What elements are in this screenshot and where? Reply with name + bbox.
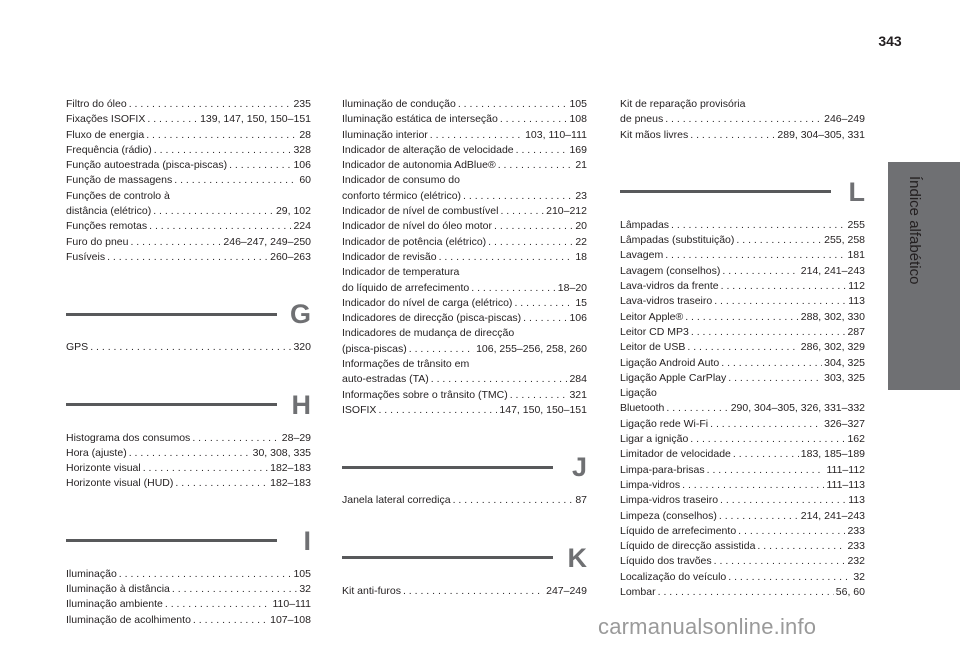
dot-leader — [728, 371, 822, 386]
page-refs: 147, 150, 150–151 — [499, 403, 587, 416]
dot-leader — [146, 128, 297, 143]
page-refs: 28 — [299, 128, 311, 141]
index-term: Indicador de revisão — [342, 250, 437, 263]
index-entry — [620, 218, 865, 233]
section-letter: G — [289, 299, 311, 330]
dot-leader — [671, 218, 845, 233]
dot-leader — [720, 493, 846, 508]
dot-leader — [174, 173, 297, 188]
dot-leader — [378, 403, 497, 418]
dot-leader — [665, 112, 822, 127]
section-side-label: Índice alfabético — [906, 176, 923, 285]
index-term: Iluminação à distância — [66, 583, 170, 596]
watermark: carmanualsonline.info — [598, 614, 817, 639]
page-refs: 288, 302, 330 — [800, 310, 865, 323]
dot-leader — [500, 112, 568, 127]
index-term: Lâmpadas (substituição) — [620, 234, 735, 247]
index-term-line: Indicador de consumo do — [342, 174, 460, 187]
index-entry — [620, 233, 865, 248]
dot-leader — [471, 281, 556, 296]
index-entry — [342, 189, 587, 204]
dot-leader — [154, 143, 292, 158]
page-refs: 169 — [569, 143, 587, 156]
page-refs: 23 — [575, 189, 587, 202]
index-term-line: Kit de reparação provisória — [620, 98, 746, 110]
index-entry — [620, 432, 865, 447]
dot-leader — [149, 219, 291, 234]
index-term-line: Ligação — [620, 387, 657, 400]
index-entry — [66, 112, 311, 127]
dot-leader — [153, 204, 274, 219]
page-refs: 56, 60 — [835, 586, 865, 599]
index-entry — [342, 128, 587, 143]
section-letter: J — [571, 452, 587, 483]
index-term: Limpeza (conselhos) — [620, 509, 717, 522]
dot-leader — [685, 310, 799, 325]
page-refs: 32 — [299, 583, 311, 596]
dot-leader — [687, 340, 798, 355]
dot-leader — [488, 235, 573, 250]
dot-leader — [722, 264, 798, 279]
page-refs: 22 — [575, 235, 587, 248]
index-term: Funções remotas — [66, 220, 148, 233]
index-entry — [342, 342, 587, 357]
page-refs: 304, 325 — [824, 356, 865, 369]
dot-leader — [147, 112, 198, 127]
index-entry — [342, 158, 587, 173]
index-entry — [620, 294, 865, 309]
dot-leader — [736, 233, 822, 248]
index-entry — [620, 447, 865, 462]
page-refs: 106 — [569, 312, 587, 325]
index-term: Lâmpadas — [620, 218, 670, 231]
page-refs: 255 — [847, 218, 865, 231]
dot-leader — [130, 235, 221, 250]
index-term: Lavagem — [620, 249, 664, 262]
page-refs: 29, 102 — [275, 205, 311, 218]
index-entry — [66, 597, 311, 612]
page-refs: 103, 110–111 — [525, 128, 587, 141]
index-term: Indicadores de direcção (pisca-piscas) — [342, 312, 522, 325]
index-term: Iluminação de condução — [342, 98, 456, 110]
index-entry — [66, 173, 311, 188]
dot-leader — [90, 340, 291, 355]
index-entry — [620, 570, 865, 585]
dot-leader — [463, 189, 573, 204]
index-entry — [620, 585, 865, 600]
index-term: Ligação Apple CarPlay — [620, 371, 727, 384]
index-entry — [66, 158, 311, 173]
index-entry — [620, 340, 865, 355]
index-entry — [620, 493, 865, 508]
index-entry — [342, 219, 587, 234]
index-entry — [342, 584, 587, 599]
index-entry — [620, 478, 865, 493]
dot-leader — [733, 447, 799, 462]
page-refs: 28–29 — [281, 431, 311, 444]
index-column-3 — [620, 97, 865, 600]
index-term: Líquido de direcção assistida — [620, 540, 756, 553]
dot-leader — [721, 279, 847, 294]
index-term: Iluminação estática de interseção — [342, 113, 498, 126]
dot-leader — [714, 294, 846, 309]
dot-leader — [229, 158, 291, 173]
dot-leader — [409, 342, 474, 357]
index-entry — [66, 97, 311, 112]
page-refs: 18 — [575, 250, 587, 263]
section-rule — [342, 556, 553, 559]
dot-leader — [498, 158, 574, 173]
dot-leader — [494, 219, 573, 234]
index-term: Limpa-para-brisas — [620, 463, 705, 476]
letter-section-heading — [342, 538, 587, 578]
index-term: Filtro do óleo — [66, 98, 127, 110]
index-term-line: Informações de trânsito em — [342, 358, 470, 371]
dot-leader — [431, 372, 568, 387]
index-entry — [620, 524, 865, 539]
index-entry — [66, 446, 311, 461]
dot-leader — [172, 582, 297, 597]
letter-section-heading — [66, 385, 311, 425]
page-refs: 247–249 — [546, 584, 587, 597]
index-entry — [342, 97, 587, 112]
dot-leader — [192, 431, 279, 446]
index-entry — [620, 279, 865, 294]
page-refs: 112 — [848, 280, 865, 293]
index-entry — [620, 509, 865, 524]
page-refs: 328 — [293, 143, 311, 156]
page-refs: 182–183 — [270, 462, 311, 475]
dot-leader — [691, 325, 846, 340]
section-rule — [620, 190, 831, 193]
dot-leader — [710, 417, 822, 432]
page-refs: 108 — [569, 113, 587, 126]
page-refs: 214, 241–243 — [800, 509, 865, 522]
index-entry — [66, 461, 311, 476]
dot-leader — [666, 401, 728, 416]
index-term: Lava-vidros da frente — [620, 280, 719, 293]
page-refs: 303, 325 — [824, 371, 865, 384]
dot-leader — [430, 128, 523, 143]
index-entry — [620, 325, 865, 340]
index-term: Indicador de autonomia AdBlue® — [342, 159, 496, 172]
index-term: Lavagem (conselhos) — [620, 264, 721, 277]
page-refs: 139, 147, 150, 150–151 — [200, 113, 311, 126]
dot-leader — [165, 597, 271, 612]
page-refs: 106, 255–256, 258, 260 — [476, 342, 587, 355]
index-term: Leitor de USB — [620, 341, 686, 354]
dot-leader — [129, 97, 292, 112]
index-entry — [66, 219, 311, 234]
index-term-line: Funções de controlo à — [66, 189, 170, 202]
page-refs: 32 — [853, 570, 865, 583]
index-term: Ligar a ignição — [620, 433, 689, 446]
index-term: Histograma dos consumos — [66, 431, 191, 444]
index-entry — [342, 403, 587, 418]
dot-leader — [107, 250, 268, 265]
index-entry — [66, 613, 311, 628]
page-refs: 255, 258 — [824, 234, 865, 247]
index-term: Líquido dos travões — [620, 555, 712, 568]
index-entry — [620, 112, 865, 127]
index-column-2 — [342, 97, 587, 599]
index-term: Iluminação — [66, 567, 117, 580]
index-term: Kit mãos livres — [620, 128, 689, 141]
index-term: Indicador de nível do óleo motor — [342, 220, 493, 233]
dot-leader — [516, 143, 568, 158]
index-term: Ligação Android Auto — [620, 356, 720, 369]
index-term: Função autoestrada (pisca-piscas) — [66, 159, 228, 172]
dot-leader — [690, 432, 845, 447]
page-refs: 320 — [293, 341, 311, 354]
index-entry — [66, 582, 311, 597]
index-term: distância (elétrico) — [66, 205, 152, 218]
index-term: Iluminação de acolhimento — [66, 613, 191, 626]
letter-section-heading — [66, 521, 311, 561]
index-term: Fluxo de energia — [66, 128, 145, 141]
dot-leader — [658, 585, 834, 600]
dot-leader — [403, 584, 544, 599]
page-refs: 87 — [575, 494, 587, 507]
index-entry — [342, 204, 587, 219]
index-entry — [620, 264, 865, 279]
index-entry — [620, 310, 865, 325]
index-term: Limitador de velocidade — [620, 448, 731, 461]
index-entry — [342, 311, 587, 326]
index-term: Janela lateral corrediça — [342, 494, 451, 507]
index-term: Líquido de arrefecimento — [620, 524, 737, 537]
index-term: de pneus — [620, 113, 664, 126]
page-refs: 232 — [847, 555, 865, 568]
index-entry — [66, 340, 311, 355]
page-refs: 214, 241–243 — [800, 264, 865, 277]
index-entry — [342, 281, 587, 296]
dot-leader — [193, 613, 268, 628]
index-entry — [620, 248, 865, 263]
index-term: Fixações ISOFIX — [66, 113, 146, 126]
page-refs: 183, 185–189 — [800, 448, 865, 461]
index-term: Lava-vidros traseiro — [620, 295, 713, 308]
section-rule — [66, 313, 277, 316]
page-refs: 246–249 — [824, 113, 865, 126]
index-entry — [342, 372, 587, 387]
dot-leader — [175, 476, 268, 491]
dot-leader — [757, 539, 845, 554]
index-term-line: Indicador de temperatura — [342, 266, 460, 279]
dot-leader — [439, 250, 574, 265]
dot-leader — [665, 248, 845, 263]
page-refs: 162 — [847, 433, 865, 446]
page-refs: 289, 304–305, 331 — [777, 128, 865, 141]
dot-leader — [453, 493, 574, 508]
page-refs: 111–112 — [826, 463, 865, 476]
index-term: do líquido de arrefecimento — [342, 281, 470, 294]
index-entry — [620, 356, 865, 371]
page-refs: 107–108 — [270, 613, 311, 626]
page-refs: 210–212 — [546, 205, 587, 218]
index-entry — [66, 250, 311, 265]
page-refs: 110–111 — [272, 598, 311, 611]
index-entry — [620, 539, 865, 554]
page-refs: 181 — [847, 249, 865, 262]
dot-leader — [682, 478, 824, 493]
index-term: (pisca-piscas) — [342, 342, 407, 355]
section-letter: H — [291, 389, 311, 420]
index-entry — [66, 204, 311, 219]
section-rule — [66, 539, 277, 542]
section-letter: K — [567, 542, 587, 573]
dot-leader — [707, 463, 825, 478]
index-entry — [620, 417, 865, 432]
page-refs: 326–327 — [824, 417, 865, 430]
index-entry — [66, 431, 311, 446]
index-entry — [342, 143, 587, 158]
index-term: Informações sobre o trânsito (TMC) — [342, 388, 508, 401]
page-refs: 105 — [293, 567, 311, 580]
index-entry — [66, 128, 311, 143]
index-entry — [620, 401, 865, 416]
letter-section-heading — [342, 447, 587, 487]
page-refs: 15 — [575, 296, 587, 309]
index-term: Horizonte visual (HUD) — [66, 477, 174, 490]
page-refs: 30, 308, 335 — [252, 446, 311, 459]
index-term: Indicador de alteração de velocidade — [342, 143, 514, 156]
index-entry — [66, 567, 311, 582]
page-refs: 60 — [299, 174, 311, 187]
index-term-line: Indicadores de mudança de direcção — [342, 327, 515, 340]
letter-section-heading — [620, 172, 865, 212]
index-term: Horizonte visual — [66, 462, 141, 475]
page-refs: 224 — [293, 220, 311, 233]
dot-leader — [719, 509, 799, 524]
index-term: Iluminação interior — [342, 128, 428, 141]
page-refs: 18–20 — [557, 281, 587, 294]
index-term: Indicador do nível de carga (elétrico) — [342, 296, 513, 309]
dot-leader — [523, 311, 567, 326]
page-refs: 21 — [575, 159, 587, 172]
dot-leader — [514, 296, 573, 311]
index-term: Leitor Apple® — [620, 310, 684, 323]
index-entry — [342, 493, 587, 508]
page-refs: 105 — [569, 98, 587, 110]
index-column-1 — [66, 97, 311, 628]
dot-leader — [728, 570, 851, 585]
index-term: Ligação rede Wi-Fi — [620, 417, 709, 430]
index-entry — [620, 463, 865, 478]
index-entry — [620, 554, 865, 569]
page-refs: 233 — [847, 540, 865, 553]
index-entry — [342, 388, 587, 403]
index-term: conforto térmico (elétrico) — [342, 189, 462, 202]
page-refs: 20 — [575, 220, 587, 233]
page-refs: 286, 302, 329 — [800, 341, 865, 354]
index-entry — [342, 250, 587, 265]
index-entry — [66, 235, 311, 250]
section-letter: L — [848, 176, 865, 207]
page-refs: 113 — [848, 295, 865, 308]
dot-leader — [721, 356, 822, 371]
dot-leader — [714, 554, 846, 569]
index-term: Localização do veículo — [620, 570, 727, 583]
index-term: Furo do pneu — [66, 235, 129, 248]
dot-leader — [119, 567, 292, 582]
index-entry — [620, 128, 865, 143]
index-term: Limpa-vidros traseiro — [620, 494, 719, 507]
index-entry — [620, 371, 865, 386]
index-term: Frequência (rádio) — [66, 143, 152, 156]
index-entry — [342, 296, 587, 311]
index-term: Hora (ajuste) — [66, 446, 127, 459]
page-refs: 233 — [847, 524, 865, 537]
dot-leader — [738, 524, 845, 539]
page-refs: 284 — [569, 373, 587, 386]
index-term: Bluetooth — [620, 402, 665, 415]
page-refs: 260–263 — [270, 250, 311, 263]
section-rule — [342, 466, 553, 469]
page-number: 343 — [878, 33, 902, 49]
index-term: Iluminação ambiente — [66, 598, 163, 611]
index-term: GPS — [66, 341, 89, 354]
dot-leader — [510, 388, 568, 403]
page-refs: 106 — [293, 159, 311, 172]
dot-leader — [458, 97, 568, 112]
dot-leader — [500, 204, 544, 219]
index-term: Fusíveis — [66, 250, 106, 263]
index-term: Indicador de potência (elétrico) — [342, 235, 487, 248]
index-term: ISOFIX — [342, 403, 377, 416]
page-refs: 111–113 — [826, 478, 865, 491]
page-refs: 113 — [848, 494, 865, 507]
page-refs: 321 — [569, 388, 587, 401]
index-entry — [342, 112, 587, 127]
index-entry — [342, 235, 587, 250]
page-refs: 182–183 — [270, 477, 311, 490]
page-refs: 246–247, 249–250 — [223, 235, 311, 248]
index-term: Kit anti-furos — [342, 584, 401, 597]
dot-leader — [690, 128, 775, 143]
index-term: auto-estradas (TA) — [342, 373, 429, 386]
section-letter: I — [303, 525, 311, 556]
index-term: Indicador de nível de combustível — [342, 205, 499, 218]
index-term: Lombar — [620, 586, 656, 599]
index-term: Limpa-vidros — [620, 478, 681, 491]
page-refs: 290, 304–305, 326, 331–332 — [730, 402, 865, 415]
section-rule — [66, 403, 277, 406]
dot-leader — [129, 446, 251, 461]
letter-section-heading — [66, 294, 311, 334]
page-refs: 235 — [293, 98, 311, 110]
index-entry — [66, 143, 311, 158]
dot-leader — [143, 461, 268, 476]
index-term: Função de massagens — [66, 174, 173, 187]
page-refs: 287 — [847, 325, 865, 338]
index-entry — [66, 476, 311, 491]
index-term: Leitor CD MP3 — [620, 325, 689, 338]
